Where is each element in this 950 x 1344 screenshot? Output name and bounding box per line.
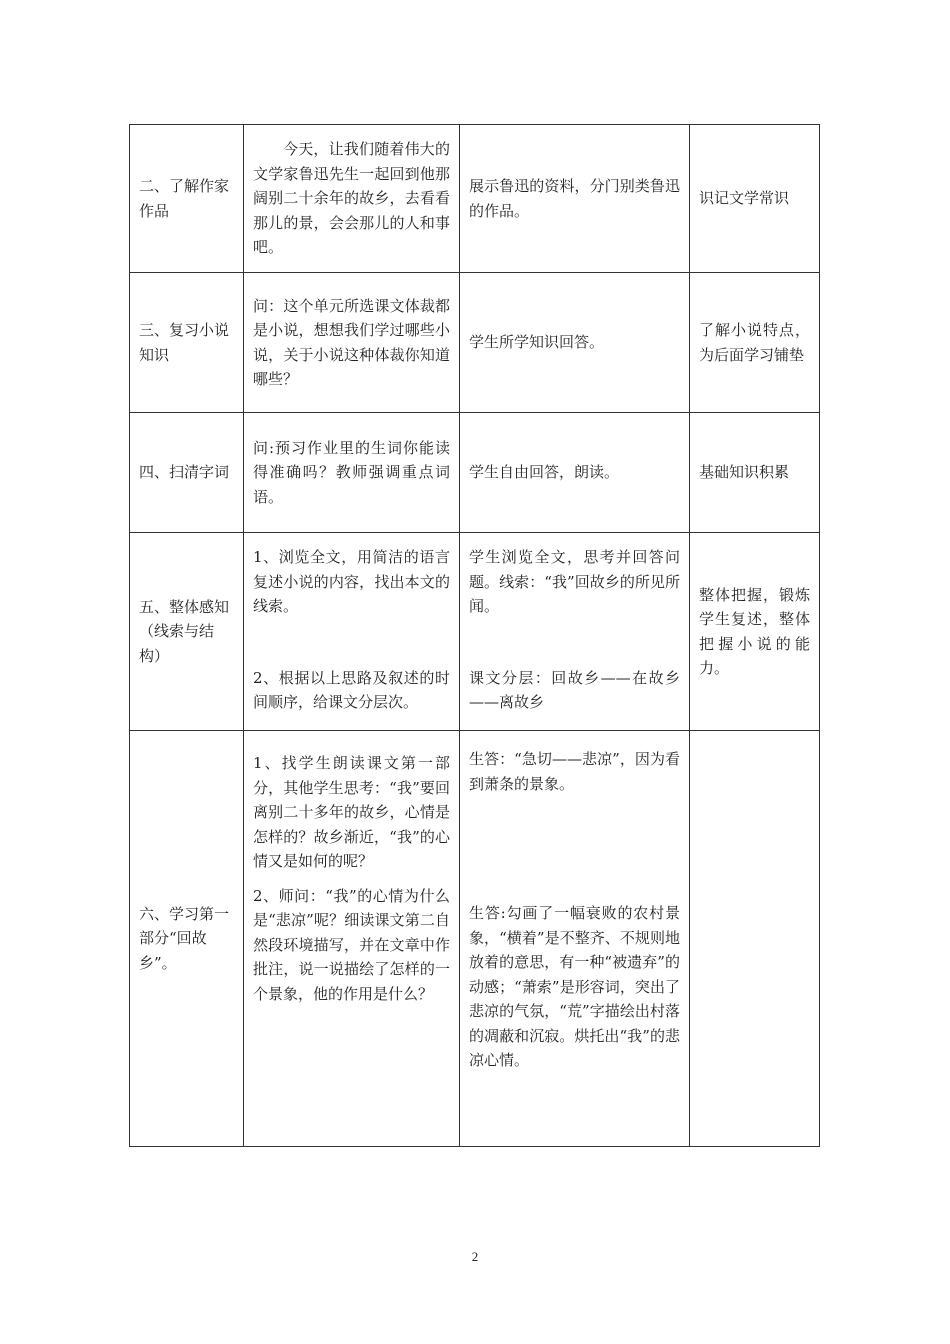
- teacher-activity-cell: [244, 413, 460, 533]
- student-text: 学生所学知识回答。: [469, 333, 605, 352]
- lesson-plan-table: [129, 124, 820, 1147]
- student-activity-cell: [460, 413, 690, 533]
- student-text: 展示鲁迅的资料，分门别类鲁迅的作品。: [469, 177, 680, 220]
- teacher-activity-cell: [244, 731, 460, 1147]
- table-row: [130, 533, 820, 731]
- teacher-text: 问：这个单元所选课文体裁都是小说，想想我们学过哪些小说，关于小说这种体裁你知道哪些？: [253, 296, 450, 388]
- student-text: 学生自由回答，朗读。: [469, 463, 620, 482]
- teacher-activity-cell: [244, 125, 460, 273]
- student-text: 生答:勾画了一幅衰败的农村景象，“横着”是不整齐、不规则地放着的意思，有一种“被遗弃”的动感；“萧索”是形容词，突出了悲凉的气氛，“荒”字描绘出村落的凋蔽和沉寂。烘托出“我”的悲凉心情。: [469, 904, 680, 1069]
- stage-cell: 四、扫清字词: [130, 413, 244, 533]
- student-text: 学生浏览全文，思考并回答问题。线索：“我”回故乡的所见所闻。: [469, 548, 680, 615]
- stage-cell: 三、复习小说知识: [130, 273, 244, 413]
- teacher-text: 今天，让我们随着伟大的文学家鲁迅先生一起回到他那阔别二十余年的故乡，去看看那儿的景，会会那儿的人和事吧。: [253, 140, 450, 257]
- table-row: [130, 413, 820, 533]
- teacher-text: 1、浏览全文，用简洁的语言复述小说的内容，找出本文的线索。: [253, 548, 450, 615]
- goal-cell: 了解小说特点，为后面学习铺垫: [690, 273, 820, 413]
- student-activity-cell: [460, 533, 690, 731]
- student-text: 课文分层：回故乡——在故乡——离故乡: [469, 668, 680, 711]
- student-activity-cell: [460, 125, 690, 273]
- teacher-activity-cell: [244, 533, 460, 731]
- stage-cell: 二、了解作家作品: [130, 125, 244, 273]
- student-activity-cell: [460, 731, 690, 1147]
- stage-cell: 六、学习第一部分“回故乡”。: [130, 731, 244, 1147]
- table-row: [130, 125, 820, 273]
- table-row: [130, 731, 820, 1147]
- teacher-text: 问:预习作业里的生词你能读得准确吗？教师强调重点词语。: [253, 438, 450, 506]
- page-number: 2: [471, 1249, 479, 1264]
- goal-cell: 整体把握，锻炼学生复述，整体把握小说的能力。: [690, 533, 820, 731]
- student-text: 生答：“急切——悲凉”，因为看到萧条的景象。: [469, 750, 680, 793]
- teacher-text: 2、根据以上思路及叙述的时间顺序，给课文分层次。: [253, 668, 450, 711]
- teacher-activity-cell: [244, 273, 460, 413]
- table-row: [130, 273, 820, 413]
- stage-cell: 五、整体感知（线索与结构）: [130, 533, 244, 731]
- goal-cell: 识记文学常识: [690, 125, 820, 273]
- student-activity-cell: [460, 273, 690, 413]
- teacher-text: 1、找学生朗读课文第一部分，其他学生思考：“我”要回离别二十多年的故乡，心情是怎样的？故乡渐近，“我”的心情又是如何的呢？: [253, 754, 450, 870]
- teacher-text: 2、师问：“我”的心情为什么是“悲凉”呢？细读课文第二自然段环境描写，并在文章中作批注，说一说描绘了怎样的一个景象，他的作用是什么？: [253, 886, 450, 1003]
- goal-cell: 基础知识积累: [690, 413, 820, 533]
- goal-cell: [690, 731, 820, 1147]
